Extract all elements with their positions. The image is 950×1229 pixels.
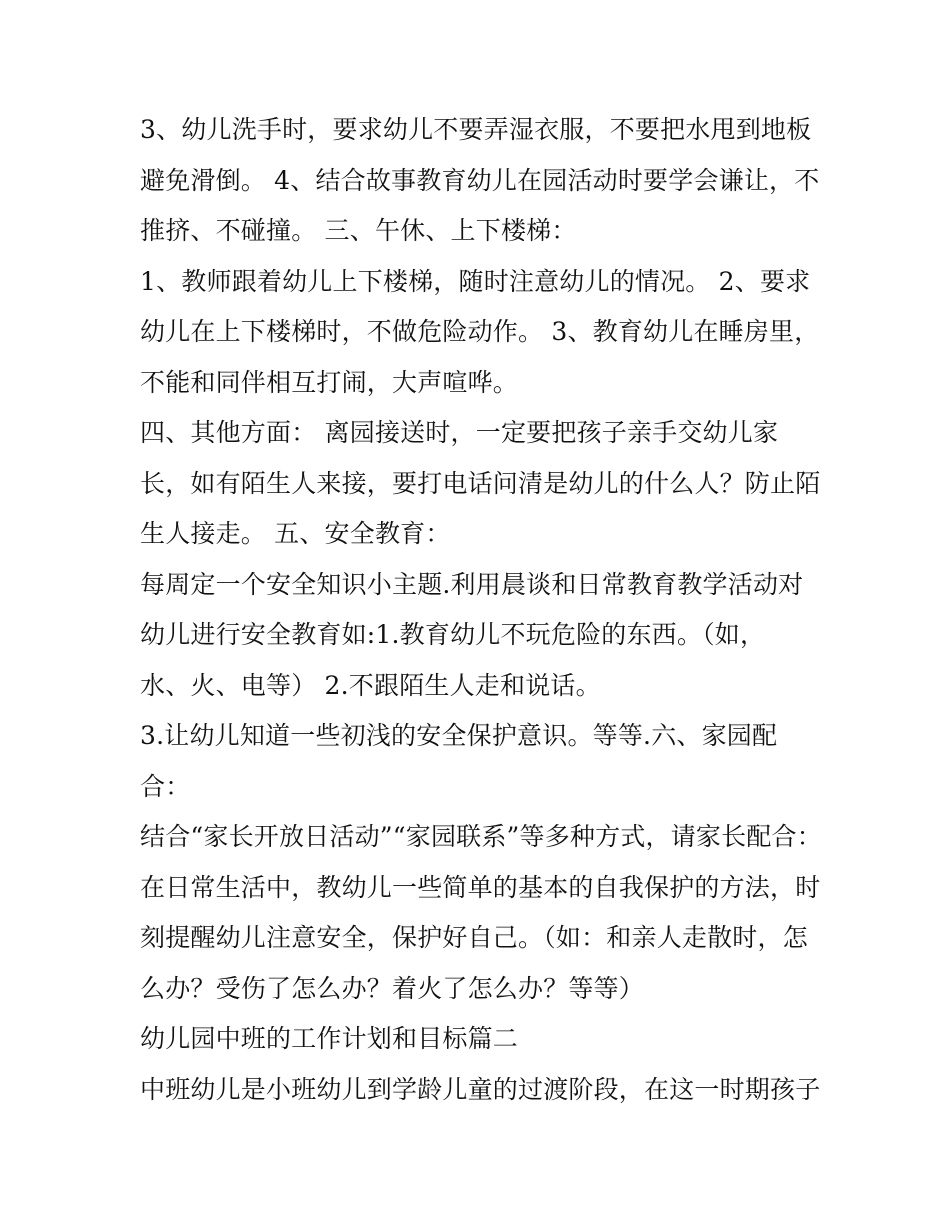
text-line: 生人接走。 五、安全教育： <box>140 519 451 548</box>
text-line: 1、教师跟着幼儿上下楼梯，随时注意幼儿的情况。 2、要求 <box>140 267 811 296</box>
text-line: 长，如有陌生人来接，要打电话问清是幼儿的什么人？防止陌 <box>140 469 821 498</box>
text-line: 3.让幼儿知道一些初浅的安全保护意识。等等.六、家园配 <box>140 721 778 750</box>
text-line: 幼儿在上下楼梯时，不做危险动作。 3、教育幼儿在睡房里， <box>140 317 820 346</box>
text-line: 每周定一个安全知识小主题.利用晨谈和日常教育教学活动对 <box>140 570 804 599</box>
text-line: 避免滑倒。 4、结合故事教育幼儿在园活动时要学会谦让，不 <box>140 166 820 195</box>
section-heading: 幼儿园中班的工作计划和目标篇二 <box>140 1024 519 1053</box>
text-line: 水、火、电等） 2.不跟陌生人走和说话。 <box>140 671 601 700</box>
text-line: 合： <box>140 772 191 801</box>
text-line: 中班幼儿是小班幼儿到学龄儿童的过渡阶段，在这一时期孩子 <box>140 1075 821 1104</box>
text-line: 3、幼儿洗手时，要求幼儿不要弄湿衣服，不要把水甩到地板 <box>140 115 812 144</box>
text-line: 推挤、不碰撞。 三、午休、上下楼梯： <box>140 216 577 245</box>
text-line: 四、其他方面： 离园接送时，一定要把孩子亲手交幼儿家 <box>140 418 779 447</box>
text-line: 结合“家长开放日活动”“家园联系”等多种方式，请家长配合： <box>140 822 822 851</box>
text-line: 幼儿进行安全教育如:1.教育幼儿不玩危险的东西。（如， <box>140 620 766 649</box>
text-line: 刻提醒幼儿注意安全，保护好自己。（如：和亲人走散时，怎 <box>140 923 808 952</box>
text-line: 不能和同伴相互打闹，大声喧哗。 <box>140 368 519 397</box>
text-line: 么办？受伤了怎么办？着火了怎么办？等等） <box>140 974 645 1003</box>
text-line: 在日常生活中，教幼儿一些简单的基本的自我保护的方法，时 <box>140 873 821 902</box>
